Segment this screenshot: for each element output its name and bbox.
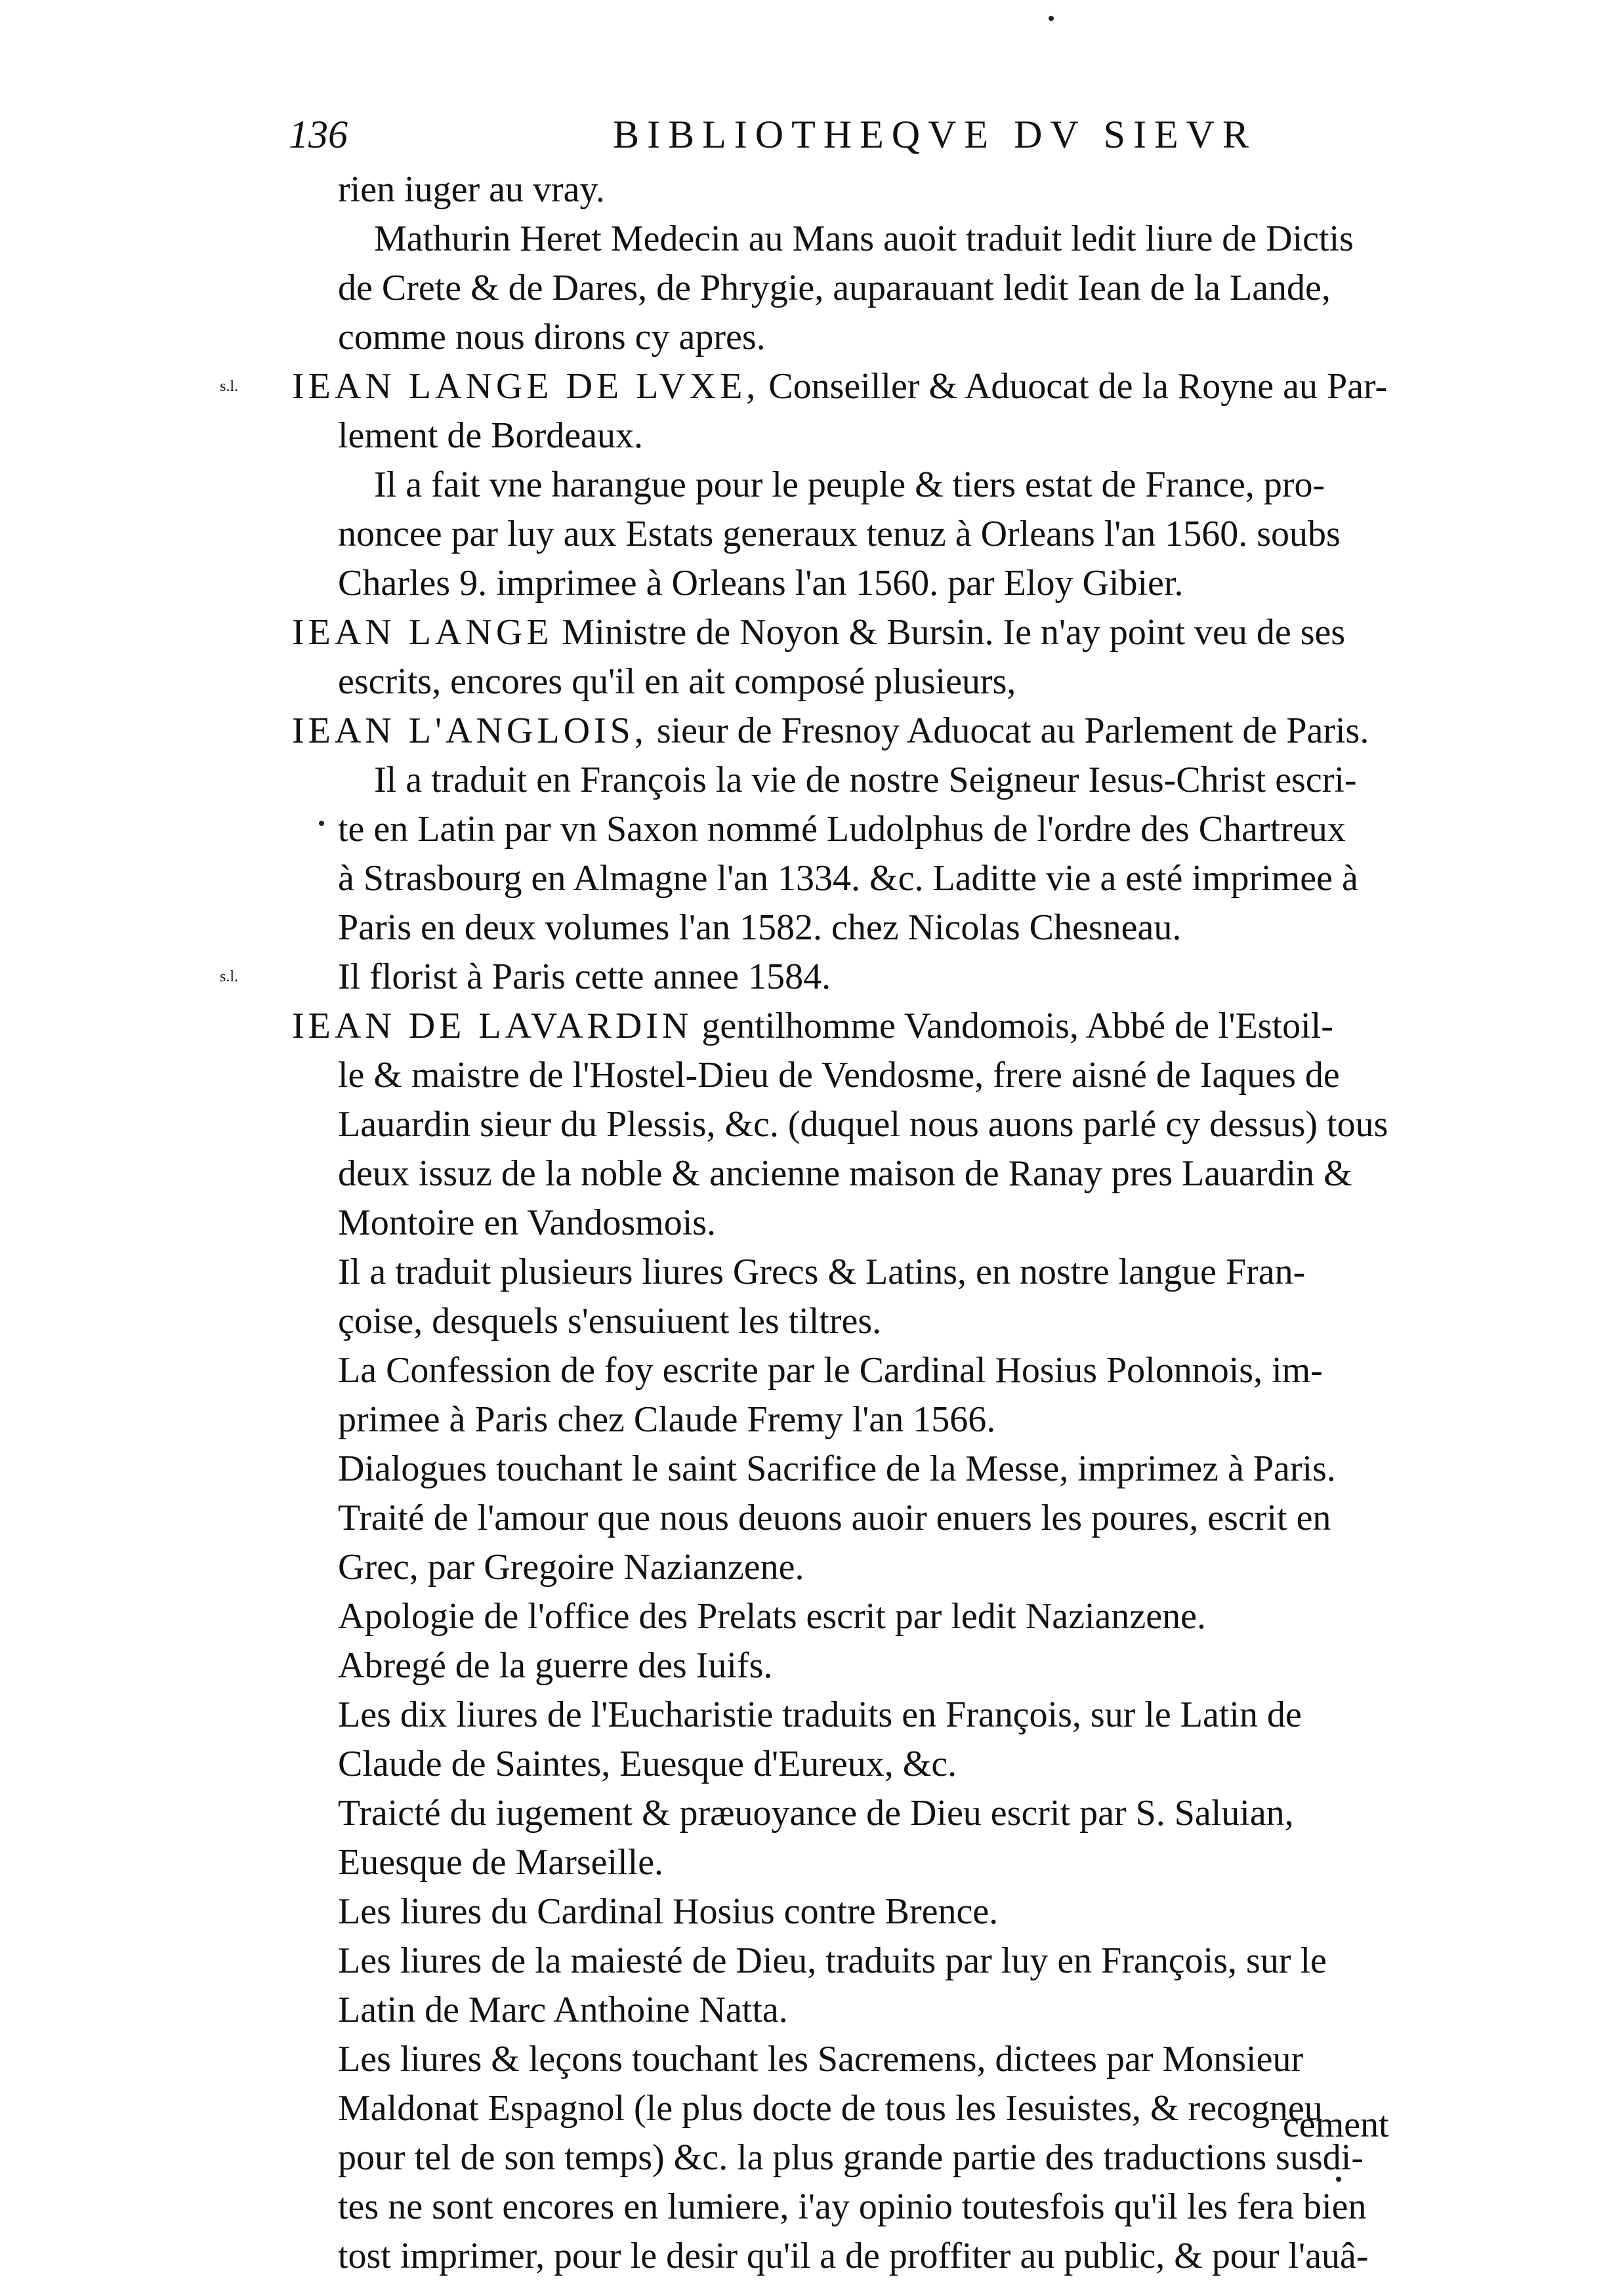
entry-text: Ministre de Noyon & Bursin. Ie n'ay point veu de ses [552, 612, 1346, 653]
text-line: pour tel de son temps) &c. la plus grande partie des traductions susdi- [338, 2137, 1364, 2178]
entry-line [292, 608, 1407, 657]
text-line: comme nous dirons cy apres. [338, 317, 766, 358]
text-line: Paris en deux volumes l'an 1582. chez Nicolas Chesneau. [338, 907, 1182, 948]
text-line: Grec, par Gregoire Nazianzene. [338, 1547, 804, 1588]
entry-text: sieur de Fresnoy Aduocat au Parlement de Paris. [647, 710, 1369, 751]
text-line: Il a traduit plusieurs liures Grecs & Latins, en nostre langue Fran- [338, 1252, 1306, 1292]
text-line: La Confession de foy escrite par le Cardinal Hosius Polonnois, im- [338, 1350, 1323, 1391]
text-line: Latin de Marc Anthoine Natta. [338, 1990, 788, 2030]
text-line: Il florist à Paris cette annee 1584. [338, 956, 831, 997]
text-body [292, 165, 1407, 2281]
text-line: Lauardin sieur du Plessis, &c. (duquel nous auons parlé cy dessus) tous [338, 1104, 1388, 1145]
text-line: Charles 9. imprimee à Orleans l'an 1560. par Eloy Gibier. [338, 563, 1184, 604]
text-line: Dialogues touchant le saint Sacrifice de la Messe, imprimez à Paris. [338, 1448, 1336, 1489]
running-title: BIBLIOTHEQVE DV SIEVR [613, 113, 1257, 156]
text-line: Les dix liures de l'Eucharistie traduits en François, sur le Latin de [338, 1694, 1302, 1735]
text-line: te en Latin par vn Saxon nommé Ludolphus de l'ordre des Chartreux [338, 809, 1346, 850]
text-line: Euesque de Marseille. [338, 1842, 664, 1883]
text-line: Les liures du Cardinal Hosius contre Brence. [338, 1891, 999, 1932]
text-line: escrits, encores qu'il en ait composé plusieurs, [338, 661, 1016, 702]
text-line: Traité de l'amour que nous deuons auoir enuers les poures, escrit en [338, 1498, 1331, 1538]
text-line: Mathurin Heret Medecin au Mans auoit traduit ledit liure de Dictis [374, 218, 1354, 259]
entry-text: gentilhomme Vandomois, Abbé de l'Estoil- [692, 1006, 1333, 1046]
ink-speck [1049, 16, 1054, 21]
author-name: IEAN LANGE DE LVXE, [292, 366, 760, 407]
text-line: deux issuz de la noble & ancienne maison de Ranay pres Lauardin & [338, 1153, 1352, 1194]
text-line: Les liures de la maiesté de Dieu, traduits par luy en François, sur le [338, 1940, 1327, 1981]
page-number: 136 [289, 113, 348, 156]
margin-marker: s.l. [220, 378, 239, 395]
author-name: IEAN DE LAVARDIN [292, 1006, 693, 1046]
author-name: IEAN LANGE [292, 612, 553, 653]
text-line: lement de Bordeaux. [338, 415, 643, 456]
text-line: le & maistre de l'Hostel-Dieu de Vendosme, frere aisné de Iaques de [338, 1055, 1340, 1096]
text-line: rien iuger au vray. [338, 169, 605, 210]
text-line: noncee par luy aux Estats generaux tenuz à Orleans l'an 1560. soubs [338, 514, 1341, 554]
text-line: à Strasbourg en Almagne l'an 1334. &c. Laditte vie a esté imprimee à [338, 858, 1358, 899]
running-header [289, 112, 1257, 157]
text-line: Les liures & leçons touchant les Sacremens, dictees par Monsieur [338, 2039, 1304, 2080]
text-line: Montoire en Vandosmois. [338, 1202, 717, 1243]
catchword: cement [1283, 2104, 1389, 2145]
entry-line [292, 1002, 1407, 1051]
text-line: Claude de Saintes, Euesque d'Eureux, &c. [338, 1744, 957, 1784]
text-line: Traicté du iugement & præuoyance de Dieu escrit par S. Saluian, [338, 1793, 1294, 1834]
text-line: primee à Paris chez Claude Fremy l'an 1566. [338, 1399, 996, 1440]
text-line: tes ne sont encores en lumiere, i'ay opinio toutesfois qu'il les fera bien [338, 2186, 1367, 2227]
entry-text: Conseiller & Aduocat de la Royne au Par- [759, 366, 1388, 407]
text-line: de Crete & de Dares, de Phrygie, auparauant ledit Iean de la Lande, [338, 268, 1331, 308]
text-line: Il a fait vne harangue pour le peuple & tiers estat de France, pro- [374, 464, 1325, 505]
text-line: tost imprimer, pour le desir qu'il a de proffiter au public, & pour l'auâ- [338, 2236, 1369, 2276]
text-line: Apologie de l'office des Prelats escrit par ledit Nazianzene. [338, 1596, 1206, 1637]
margin-marker: s.l. [220, 968, 239, 985]
text-line: Il a traduit en François la vie de nostre Seigneur Iesus-Christ escri- [374, 760, 1357, 800]
text-line: çoise, desquels s'ensuiuent les tiltres. [338, 1301, 882, 1342]
entry-line [292, 707, 1407, 756]
text-line: Abregé de la guerre des Iuifs. [338, 1645, 773, 1686]
entry-line [292, 362, 1407, 411]
text-line: Maldonat Espagnol (le plus docte de tous les Iesuistes, & recogneu [338, 2088, 1323, 2129]
author-name: IEAN L'ANGLOIS, [292, 710, 648, 751]
